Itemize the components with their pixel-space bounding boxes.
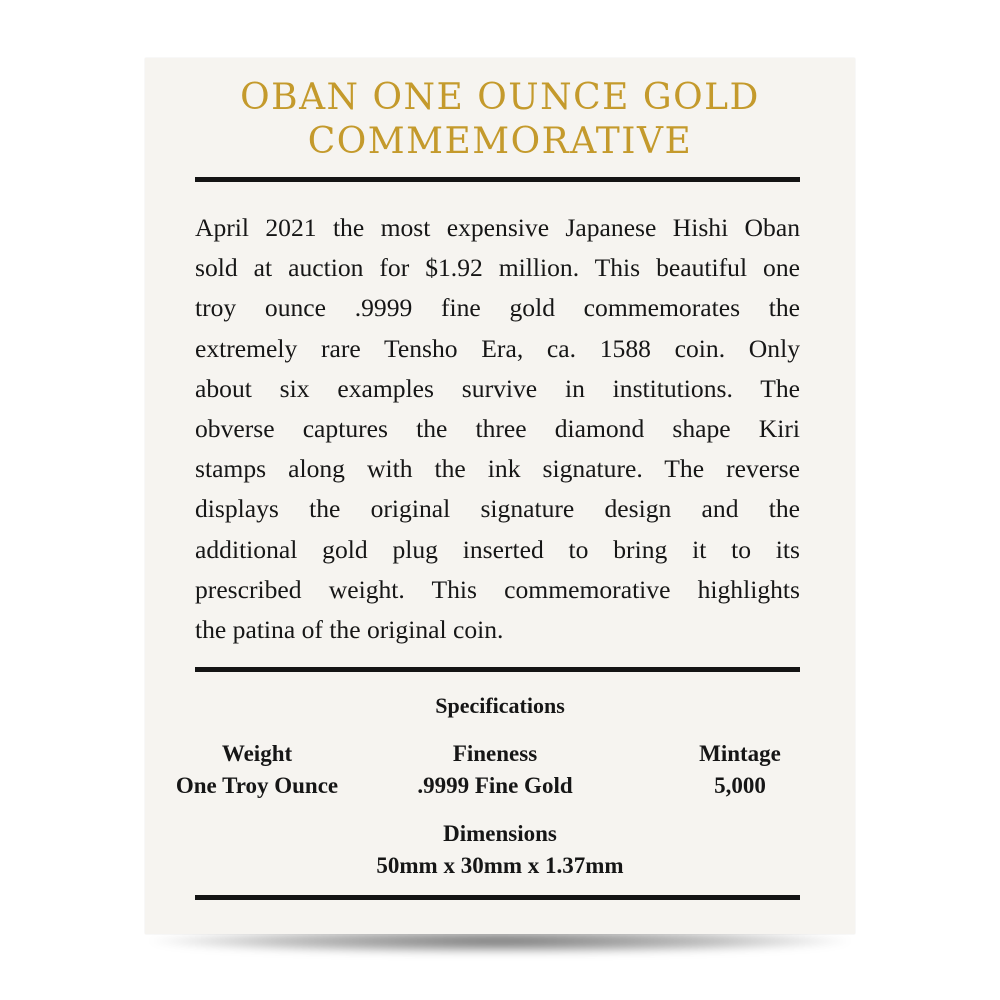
specifications-heading: Specifications: [435, 693, 565, 718]
description-line: April 2021 the most expensive Japanese Hishi Oban: [195, 213, 800, 242]
divider-middle: [195, 667, 800, 672]
description-line: about six examples survive in institutions. The: [195, 373, 800, 403]
spec-mintage-label: Mintage: [699, 741, 781, 766]
description-line: obverse captures the three diamond shape Kiri: [195, 414, 800, 444]
description-paragraph: [195, 208, 800, 650]
title-line-2: COMMEMORATIVE: [307, 121, 693, 162]
description-line: displays the original signature design and the: [195, 494, 800, 524]
spec-weight: [157, 738, 357, 802]
spec-mintage-value: 5,000: [714, 773, 766, 798]
spec-weight-label: Weight: [221, 741, 293, 766]
spec-fineness-value: .9999 Fine Gold: [417, 773, 573, 798]
description-line: additional gold plug inserted to bring it to its: [195, 534, 800, 564]
description-line: prescribed weight. This commemorative highlights: [195, 574, 800, 604]
spec-weight-value: One Troy Ounce: [175, 773, 339, 798]
title-line-1: OBAN ONE OUNCE GOLD: [240, 77, 760, 118]
spec-fineness-label: Fineness: [452, 741, 538, 766]
description-line: the patina of the original coin.: [195, 615, 504, 645]
divider-bottom: [195, 895, 800, 900]
spec-dimensions: [145, 818, 855, 882]
description-line: troy ounce .9999 fine gold commemorates the: [195, 293, 800, 323]
spec-dimensions-label: Dimensions: [443, 821, 557, 846]
description-line: sold at auction for $1.92 million. This beautiful one: [195, 253, 800, 283]
spec-dimensions-value: 50mm x 30mm x 1.37mm: [376, 853, 624, 878]
spec-mintage: [640, 738, 840, 802]
certificate-card: [145, 58, 855, 934]
description-line: extremely rare Tensho Era, ca. 1588 coin. Only: [195, 333, 800, 363]
description-line: stamps along with the ink signature. The reverse: [195, 454, 800, 484]
spec-fineness: [395, 738, 595, 802]
divider-top: [195, 177, 800, 182]
